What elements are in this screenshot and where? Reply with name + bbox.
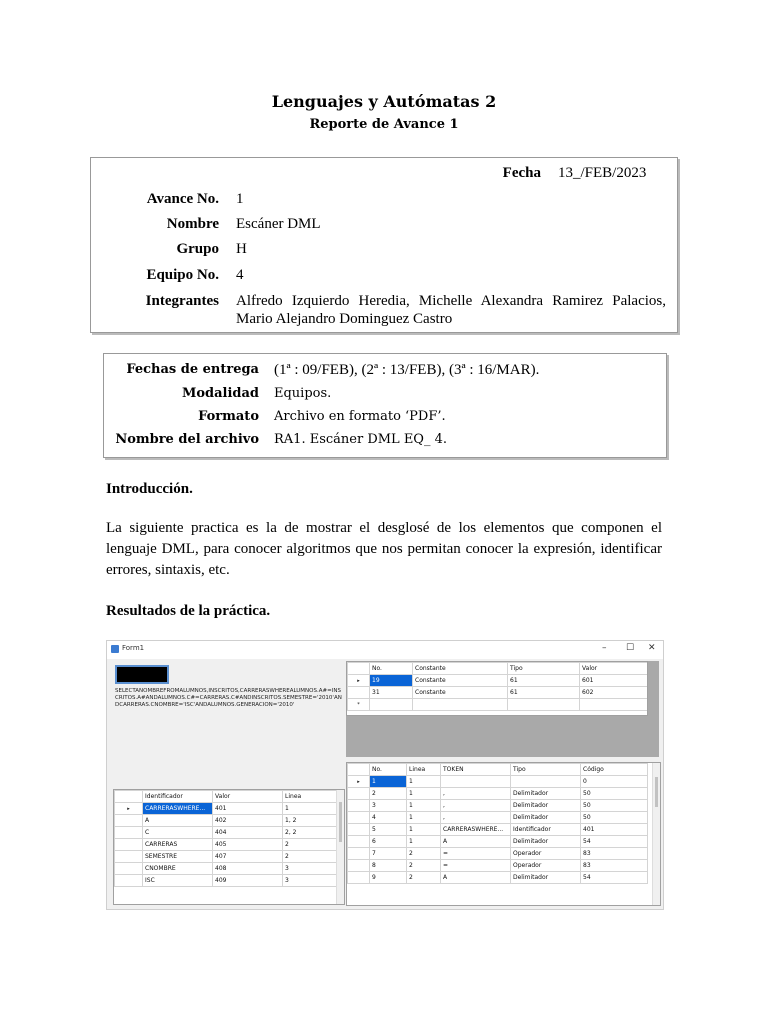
row-marker	[115, 875, 143, 887]
grupo-label: Grupo	[176, 241, 219, 257]
table-cell[interactable]	[580, 699, 648, 711]
table-cell[interactable]: 1	[407, 836, 441, 848]
table-row[interactable]	[348, 675, 648, 687]
table-row[interactable]	[348, 788, 648, 800]
row-marker	[348, 848, 370, 860]
column-header[interactable]: Valor	[580, 663, 648, 675]
table-cell[interactable]: 401	[581, 824, 648, 836]
table-cell[interactable]: 61	[508, 687, 580, 699]
app-window	[106, 640, 664, 910]
table-row[interactable]	[115, 815, 341, 827]
table-cell[interactable]: Delimitador	[511, 800, 581, 812]
table-cell[interactable]: 1	[407, 800, 441, 812]
row-marker	[348, 812, 370, 824]
table-row[interactable]	[348, 836, 648, 848]
table-cell[interactable]: ,	[441, 812, 511, 824]
equipo-label: Equipo No.	[146, 267, 219, 283]
nombre-label: Nombre	[166, 216, 219, 232]
column-header[interactable]: Tipo	[511, 764, 581, 776]
table-row[interactable]	[348, 687, 648, 699]
table-row[interactable]	[348, 800, 648, 812]
identifiers-grid[interactable]	[113, 789, 345, 905]
query-text: SELECTANOMBREFROMALUMNOS,INSCRITOS,CARRERASWHEREALUMNOS.A#=INSCRITOS.A#ANDALUMNOS.C#=CARRERAS.C#ANDINSCRITOS.SEMESTRE='2010'ANDCARRERAS.CNOMBRE='ISC'ANDALUMNOS.GENERACION='2010'	[115, 688, 342, 708]
minimize-icon[interactable]: –	[602, 643, 607, 653]
fechas-entrega-value: (1ª : 09/FEB), (2ª : 13/FEB), (3ª : 16/MAR).	[274, 362, 540, 378]
table-cell[interactable]: ,	[441, 788, 511, 800]
table-cell[interactable]	[441, 776, 511, 788]
table-cell[interactable]	[370, 699, 413, 711]
formato-label: Formato	[198, 409, 259, 424]
table-cell[interactable]: 601	[580, 675, 648, 687]
maximize-icon[interactable]: ☐	[626, 643, 635, 653]
table-row[interactable]	[348, 776, 648, 788]
table-cell[interactable]: 6	[370, 836, 407, 848]
row-marker	[115, 839, 143, 851]
constants-header-row	[348, 663, 648, 675]
table-cell[interactable]: 1	[407, 824, 441, 836]
fechas-entrega-label: Fechas de entrega	[126, 362, 259, 377]
table-cell[interactable]: 50	[581, 800, 648, 812]
table-cell[interactable]: 3	[283, 863, 341, 875]
table-cell[interactable]: 405	[213, 839, 283, 851]
table-row[interactable]	[115, 827, 341, 839]
table-cell[interactable]: 31	[370, 687, 413, 699]
table-cell[interactable]: CARRERASWHERE...	[441, 824, 511, 836]
formato-value: Archivo en formato ‘PDF’.	[274, 409, 446, 424]
table-cell[interactable]: 50	[581, 788, 648, 800]
table-cell[interactable]: 1	[407, 812, 441, 824]
identifiers-header-row	[115, 791, 341, 803]
intro-heading: Introducción.	[106, 481, 193, 497]
row-header-cell	[348, 663, 370, 675]
column-header[interactable]: No.	[370, 663, 413, 675]
current-row-marker: ▸	[348, 776, 370, 788]
table-cell[interactable]: CNOMBRE	[143, 863, 213, 875]
table-row[interactable]	[348, 824, 648, 836]
table-cell[interactable]: 54	[581, 872, 648, 884]
table-cell[interactable]: Operador	[511, 860, 581, 872]
modalidad-value: Equipos.	[274, 386, 332, 401]
table-cell[interactable]: 7	[370, 848, 407, 860]
table-cell[interactable]: Constante	[413, 675, 508, 687]
equipo-value: 4	[236, 267, 244, 283]
scrollbar-thumb[interactable]	[339, 802, 342, 842]
table-cell[interactable]: =	[441, 848, 511, 860]
row-header-cell	[348, 764, 370, 776]
row-marker	[115, 851, 143, 863]
tokens-header-row	[348, 764, 648, 776]
table-cell[interactable]: 2	[370, 788, 407, 800]
table-row[interactable]	[115, 863, 341, 875]
table-cell[interactable]: 408	[213, 863, 283, 875]
table-row[interactable]	[348, 848, 648, 860]
table-cell[interactable]: CARRERASWHERE...	[143, 803, 213, 815]
column-header[interactable]: TOKEN	[441, 764, 511, 776]
input-textbox[interactable]	[115, 665, 169, 684]
table-row[interactable]	[115, 803, 341, 815]
intro-paragraph: La siguiente practica es la de mostrar el desglosé de los elementos que componen el lenguaje DML, para conocer algoritmos que nos permitan conocer la expresión, identificar errores, sintaxis, etc.	[106, 520, 662, 578]
row-marker	[348, 836, 370, 848]
table-cell[interactable]: ,	[441, 800, 511, 812]
table-cell[interactable]: 602	[580, 687, 648, 699]
row-header-cell	[115, 791, 143, 803]
table-cell[interactable]: 1	[407, 788, 441, 800]
table-cell[interactable]: 0	[581, 776, 648, 788]
table-row[interactable]	[348, 812, 648, 824]
table-cell[interactable]: 54	[581, 836, 648, 848]
integrantes-line-1: Alfredo Izquierdo Heredia, Michelle Alexandra Ramirez Palacios,	[236, 293, 666, 309]
table-cell[interactable]: 1, 2	[283, 815, 341, 827]
document-subtitle: Reporte de Avance 1	[309, 117, 459, 132]
table-cell[interactable]: 3	[283, 875, 341, 887]
results-heading: Resultados de la práctica.	[106, 603, 271, 619]
table-cell[interactable]: 5	[370, 824, 407, 836]
table-row[interactable]	[115, 875, 341, 887]
integrantes-line-2: Mario Alejandro Dominguez Castro	[236, 311, 453, 327]
table-cell[interactable]	[508, 699, 580, 711]
window-titlebar	[107, 641, 663, 659]
table-cell[interactable]: 402	[213, 815, 283, 827]
table-cell[interactable]: A	[143, 815, 213, 827]
form-icon	[111, 645, 119, 653]
row-marker	[348, 800, 370, 812]
grupo-value: H	[236, 241, 247, 257]
document-title: Lenguajes y Autómatas 2	[271, 92, 497, 111]
table-cell[interactable]: 404	[213, 827, 283, 839]
table-cell[interactable]: 2	[407, 872, 441, 884]
table-cell[interactable]	[511, 776, 581, 788]
table-cell[interactable]: 2	[283, 839, 341, 851]
table-cell[interactable]: =	[441, 860, 511, 872]
current-row-marker: ▸	[115, 803, 143, 815]
table-cell[interactable]: A	[441, 836, 511, 848]
table-cell[interactable]: 2	[283, 851, 341, 863]
table-cell[interactable]: 83	[581, 848, 648, 860]
fecha-value: 13_/FEB/2023	[558, 165, 647, 181]
close-icon[interactable]: ✕	[648, 643, 656, 653]
table-cell[interactable]: 1	[283, 803, 341, 815]
row-marker	[115, 827, 143, 839]
row-marker	[348, 824, 370, 836]
table-cell[interactable]: CARRERAS	[143, 839, 213, 851]
row-marker	[348, 860, 370, 872]
table-cell[interactable]: Delimitador	[511, 812, 581, 824]
row-marker	[348, 687, 370, 699]
table-row[interactable]	[348, 872, 648, 884]
table-cell[interactable]: 401	[213, 803, 283, 815]
table-cell[interactable]: Constante	[413, 687, 508, 699]
delivery-box	[103, 353, 667, 458]
table-cell[interactable]: 409	[213, 875, 283, 887]
avance-value: 1	[236, 191, 244, 207]
table-cell[interactable]: 83	[581, 860, 648, 872]
table-cell[interactable]: 1	[370, 776, 407, 788]
table-cell[interactable]: C	[143, 827, 213, 839]
table-cell[interactable]: 50	[581, 812, 648, 824]
column-header[interactable]: Tipo	[508, 663, 580, 675]
nombre-archivo-value: RA1. Escáner DML EQ_ 4.	[274, 432, 447, 447]
column-header[interactable]: No.	[370, 764, 407, 776]
table-cell[interactable]: 2	[407, 848, 441, 860]
new-row[interactable]	[348, 699, 648, 711]
row-marker	[348, 872, 370, 884]
table-cell[interactable]: Delimitador	[511, 788, 581, 800]
table-cell[interactable]: 61	[508, 675, 580, 687]
column-header[interactable]: Constante	[413, 663, 508, 675]
table-cell[interactable]: 9	[370, 872, 407, 884]
table-row[interactable]	[348, 860, 648, 872]
table-cell[interactable]: SEMESTRE	[143, 851, 213, 863]
integrantes-label: Integrantes	[145, 293, 219, 309]
table-cell[interactable]: Identificador	[511, 824, 581, 836]
row-marker	[348, 788, 370, 800]
table-row[interactable]	[115, 839, 341, 851]
table-row[interactable]	[115, 851, 341, 863]
window-title: Form1	[122, 644, 145, 652]
tokens-scrollbar[interactable]	[652, 763, 660, 905]
new-row-marker: *	[348, 699, 370, 711]
table-cell[interactable]: 4	[370, 812, 407, 824]
table-cell[interactable]: 1	[407, 776, 441, 788]
table-cell[interactable]: 8	[370, 860, 407, 872]
avance-label: Avance No.	[146, 191, 219, 207]
column-header[interactable]: Linea	[283, 791, 341, 803]
nombre-archivo-label: Nombre del archivo	[115, 432, 259, 447]
row-marker	[115, 815, 143, 827]
nombre-value: Escáner DML	[236, 216, 321, 232]
info-box	[90, 157, 678, 333]
table-cell[interactable]: Delimitador	[511, 836, 581, 848]
column-header[interactable]: Código	[581, 764, 648, 776]
tokens-grid[interactable]	[346, 762, 661, 906]
table-cell[interactable]: A	[441, 872, 511, 884]
scrollbar-thumb[interactable]	[655, 777, 658, 807]
table-cell[interactable]	[413, 699, 508, 711]
row-marker	[115, 863, 143, 875]
identifiers-scrollbar[interactable]	[336, 790, 344, 904]
column-header[interactable]: Linea	[407, 764, 441, 776]
table-cell[interactable]: 3	[370, 800, 407, 812]
table-cell[interactable]: 2	[407, 860, 441, 872]
fecha-label: Fecha	[502, 165, 541, 181]
table-cell[interactable]: Operador	[511, 848, 581, 860]
table-cell[interactable]: 2, 2	[283, 827, 341, 839]
column-header[interactable]: Valor	[213, 791, 283, 803]
constants-grid[interactable]	[346, 661, 648, 716]
table-cell[interactable]: ISC	[143, 875, 213, 887]
modalidad-label: Modalidad	[181, 386, 259, 401]
current-row-marker: ▸	[348, 675, 370, 687]
table-cell[interactable]: 19	[370, 675, 413, 687]
column-header[interactable]: Identificador	[143, 791, 213, 803]
table-cell[interactable]: Delimitador	[511, 872, 581, 884]
table-cell[interactable]: 407	[213, 851, 283, 863]
